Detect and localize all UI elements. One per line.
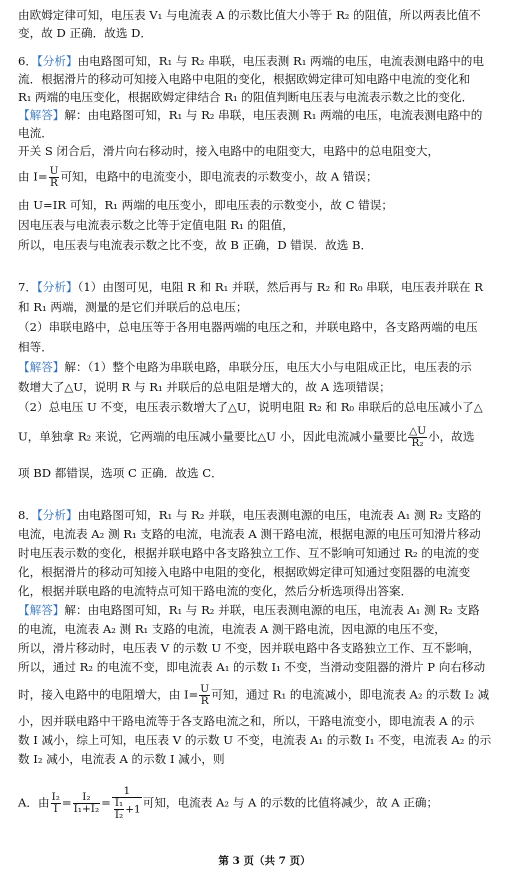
answer-tag: 【解答】 [18, 108, 65, 122]
text-line: R₁ 两端的电压变化，根据欧姆定律结合 R₁ 的阻值判断电压表与电流表示数之比的变化． [18, 90, 474, 104]
formula-line [18, 786, 517, 821]
fraction [73, 792, 101, 815]
formula-line [18, 166, 517, 189]
text-line: （2）串联电路中，总电压等于各用电器两端的电压之和，并联电路中，各支路两端的电压 [18, 320, 478, 334]
text-line: 和 R₁ 两端，测量的是它们并联后的总电压； [18, 300, 248, 314]
text-span: 解：（1）整个电路为串联电路，串联分压，电压大小与电阻成正比，电压表的示 [64, 360, 472, 374]
text-span: 解：由电路图可知，R₁ 与 R₂ 并联，电压表测电源的电压，电流表 A₁ 测 R₂ 支路 [64, 603, 480, 617]
text-span: 可知，电路中的电流变小，即电流表的示数变小，故 A 错误； [60, 169, 378, 184]
text-line: 相等． [18, 340, 53, 354]
text-span: +1 [125, 803, 141, 816]
numerator: U [49, 165, 59, 177]
text-line: 所以，电压表与电流表示数之比不变，故 B 正确，D 错误．故选 B． [18, 238, 373, 252]
fraction [112, 786, 142, 821]
fraction [51, 792, 61, 815]
fraction [408, 426, 427, 449]
question-number: 8． [18, 508, 37, 522]
equals-sign: = [61, 795, 72, 810]
text-span: 由电路图可知，R₁ 与 R₂ 并联，电压表测电源的电压，电流表 A₁ 测 R₂ 支路的 [77, 508, 482, 522]
denominator: R [50, 177, 58, 189]
text-line: 由欧姆定律可知，电压表 V₁ 与电流表 A 的示数比值大小等于 R₂ 的阻值，所以两表比值不 [18, 8, 481, 22]
analysis-tag: 【分析】 [36, 508, 78, 522]
text-line: 电流． [18, 126, 53, 140]
text-span: 解：由电路图可知，R₁ 与 R₂ 串联，电压表测 R₁ 两端的电压，电流表测电路中的 [64, 108, 483, 122]
text-line: 开关 S 闭合后，滑片向右移动时，接入电路中的电阻变大，电路中的总电阻变大， [18, 144, 440, 158]
nested-fraction [114, 798, 124, 821]
text-line: 所以，通过 R₂ 的电流不变，即电流表 A₁ 的示数 I₁ 不变，当滑动变阻器的滑片 P 向右移动 [18, 660, 486, 674]
text-span: U，单独拿 R₂ 来说，它两端的电压减小量要比△U 小，因此电流减小量要比 [18, 429, 408, 444]
text-line: 因电压表与电流表示数之比等于定值电阻 R₁ 的阻值， [18, 218, 294, 232]
text-line: 的电流，电流表 A₂ 测 R₁ 支路的电流，电流表 A 测干路电流，因电源的电压不变， [18, 622, 446, 636]
q6-answer-line [18, 106, 517, 124]
text-line: （2）总电压 U 不变，电压表示数增大了△U，说明电阻 R₂ 和 R₀ 串联后的总电压减小了△ [18, 400, 483, 414]
formula-line [18, 684, 517, 707]
text-line: 化，根据并联电路的电流特点可知干路电流的变化，然后分析选项得出答案． [18, 584, 413, 598]
q7-analysis-line [18, 278, 517, 296]
text-line: 时电压表示数的变化，根据并联电路中各支路独立工作、互不影响可知通过 R₂ 的电流的变 [18, 546, 480, 560]
question-number: 6． [18, 54, 37, 68]
text-line: 数增大了△U，说明 R 与 R₁ 并联后的总电阻是增大的，故 A 选项错误； [18, 380, 391, 394]
numerator: I₁ [114, 797, 124, 809]
text-line: 所以，滑片移动时，电压表 V 的示数 U 不变，因并联电路中各支路独立工作、互不影响， [18, 641, 480, 655]
answer-tag: 【解答】 [18, 603, 65, 617]
text-line: 小，因并联电路中干路电流等于各支路电流之和，所以，干路电流变小，即电流表 A 的示 [18, 714, 475, 728]
text-line: 电流，电流表 A₂ 测 R₁ 支路的电流，电流表 A 测干路电流，根据电源的电压可知滑片移动 [18, 527, 481, 541]
denominator: R [200, 695, 209, 707]
numerator: 1 [112, 786, 142, 798]
fraction [199, 684, 210, 707]
denominator: R₂ [411, 437, 424, 449]
denominator: I₁+I₂ [73, 803, 100, 815]
text-line: 化，根据滑片的移动可知接入电路中电阻的变化，根据欧姆定律可知通过变阻器的电流变 [18, 565, 471, 579]
analysis-tag: 【分析】 [36, 280, 78, 294]
text-span: （1）由图可见，电阻 R 和 R₁ 并联，然后再与 R₂ 和 R₀ 串联，电压表并联在 R [77, 280, 483, 294]
q6-analysis-line [18, 52, 517, 70]
text-span: 时，接入电路中的电阻增大，由 I= [18, 687, 199, 702]
text-line: 数 I 减小，综上可知，电压表 V 的示数 U 不变，电流表 A₁ 的示数 I₁ 不变，电流表 A₂ 的示 [18, 733, 492, 747]
q8-analysis-line [18, 506, 517, 524]
formula-line [18, 426, 517, 449]
page-footer: 第 3 页（共 7 页） [218, 855, 311, 867]
text-span: 可知，通过 R₁ 的电流减小，即电流表 A₂ 的示数 I₂ 减 [211, 687, 490, 702]
text-line: 变，故 D 正确．故选 D． [18, 26, 152, 40]
text-line: 项 BD 都错误，选项 C 正确．故选 C． [18, 466, 223, 480]
text-line: 数 I₂ 减小，电流表 A 的示数 I 减小，则 [18, 752, 225, 766]
q8-answer-line [18, 601, 517, 619]
text-span: 小，故选 [428, 429, 475, 444]
q7-answer-line [18, 358, 517, 376]
text-span: 由 I= [18, 169, 48, 184]
denominator [112, 798, 142, 821]
answer-tag: 【解答】 [18, 360, 65, 374]
text-span: A．由 [18, 795, 50, 810]
question-number: 7． [18, 280, 37, 294]
numerator: I₂ [73, 792, 101, 804]
numerator: U [200, 683, 210, 695]
denominator: I [53, 803, 58, 815]
fraction [49, 166, 60, 189]
numerator: I₂ [51, 791, 60, 803]
text-line: 流．根据滑片的移动可知接入电路中电阻的变化，根据欧姆定律可知电路中电流的变化和 [18, 72, 471, 86]
analysis-tag: 【分析】 [36, 54, 78, 68]
text-span: 可知，电流表 A₂ 与 A 的示数的比值将减少，故 A 正确； [142, 795, 439, 810]
equals-sign: = [101, 795, 111, 810]
numerator: △U [409, 425, 427, 437]
text-span: 由电路图可知，R₁ 与 R₂ 串联，电压表测 R₁ 两端的电压，电流表测电路中的电 [77, 54, 484, 68]
denominator: I₂ [114, 809, 124, 821]
text-line: 由 U=IR 可知，R₁ 两端的电压变小，即电压表的示数变小，故 C 错误； [18, 198, 393, 212]
